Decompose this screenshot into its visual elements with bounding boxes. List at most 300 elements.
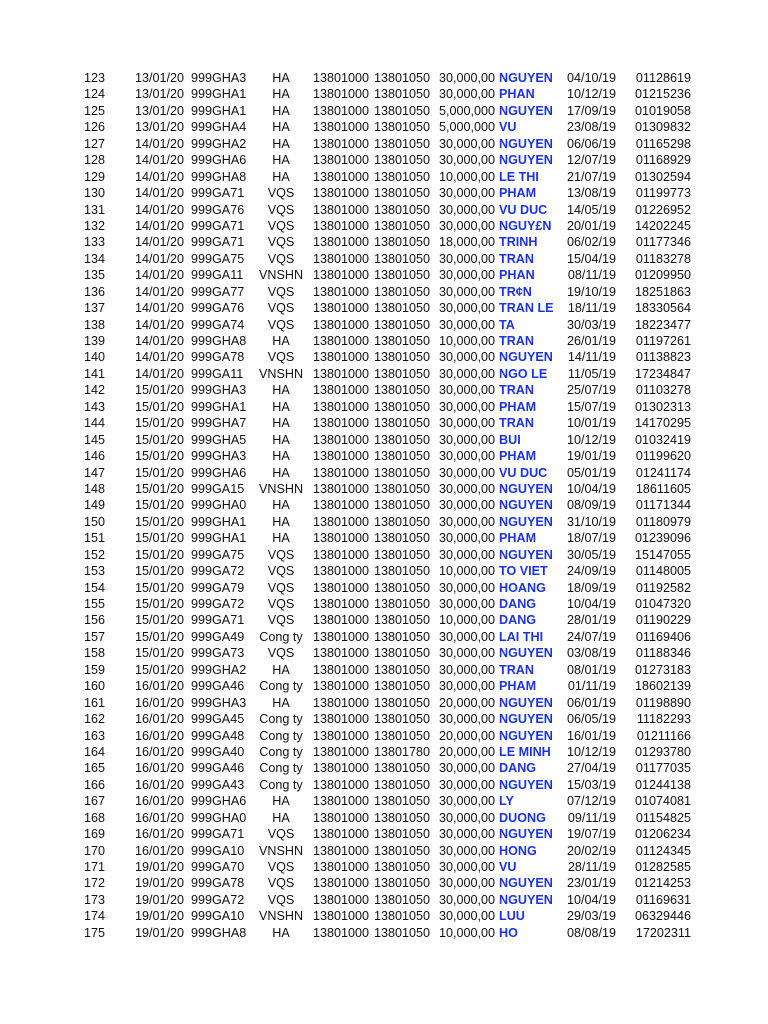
id-number-cell: 01124345 [635, 843, 691, 858]
account-from-cell: 13801000 [313, 416, 370, 431]
branch-type-cell: HA [272, 416, 290, 431]
account-from-cell: 13801000 [313, 169, 370, 184]
amount-cell: 20,000,00 [438, 728, 495, 743]
table-row [0, 86, 768, 102]
row-number-cell: 159 [83, 662, 105, 677]
account-to-cell: 13801050 [374, 613, 431, 628]
amount-cell: 30,000,00 [438, 777, 495, 792]
issue-date-cell: 20/01/19 [566, 218, 616, 233]
account-from-cell: 13801000 [313, 251, 370, 266]
account-to-cell: 13801050 [374, 810, 431, 825]
id-number-cell: 01309832 [634, 120, 691, 135]
table-row [0, 152, 768, 168]
customer-name-cell: DANG [499, 597, 537, 611]
account-from-cell: 13801000 [313, 449, 370, 464]
account-from-cell: 13801000 [313, 679, 370, 694]
table-row [0, 695, 768, 711]
amount-cell: 30,000,00 [438, 662, 495, 677]
row-number-cell: 125 [83, 103, 105, 118]
amount-cell: 30,000,00 [438, 465, 495, 480]
table-row [0, 678, 768, 694]
account-to-cell: 13801050 [374, 251, 431, 266]
amount-cell: 30,000,00 [438, 350, 495, 365]
customer-name-cell: NGUYEN [499, 514, 553, 529]
issue-date-cell: 08/01/19 [566, 662, 616, 677]
transaction-date-cell: 14/01/20 [134, 284, 184, 299]
row-number-cell: 174 [83, 909, 105, 924]
transaction-date-cell: 14/01/20 [134, 169, 184, 184]
customer-name-cell: LE THI [499, 169, 539, 184]
account-from-cell: 13801000 [313, 761, 370, 776]
customer-name-cell: TRAN [499, 416, 534, 431]
branch-type-cell: HA [272, 514, 290, 529]
customer-name-cell: VU [499, 860, 517, 874]
row-number-cell: 143 [83, 399, 105, 414]
branch-type-cell: VQS [267, 827, 295, 842]
issue-date-cell: 26/01/19 [566, 334, 616, 348]
id-number-cell: 01215236 [634, 87, 691, 102]
branch-type-cell: VQS [267, 301, 295, 316]
issue-date-cell: 06/01/19 [566, 695, 616, 710]
amount-cell: 30,000,00 [438, 827, 495, 842]
account-code-cell: 999GHA6 [191, 465, 247, 480]
row-number-cell: 136 [83, 284, 105, 299]
row-number-cell: 165 [83, 761, 105, 776]
branch-type-cell: HA [272, 136, 290, 151]
transaction-date-cell: 15/01/20 [134, 597, 184, 611]
account-to-cell: 13801050 [374, 909, 431, 924]
branch-type-cell: VQS [267, 564, 295, 579]
id-number-cell: 01244138 [634, 777, 691, 792]
row-number-cell: 131 [83, 202, 105, 217]
transaction-date-cell: 14/01/20 [134, 153, 184, 168]
branch-type-cell: HA [272, 153, 290, 168]
transaction-date-cell: 14/01/20 [134, 235, 184, 250]
account-code-cell: 999GA48 [191, 728, 245, 743]
table-row [0, 448, 768, 464]
amount-cell: 30,000,00 [438, 87, 495, 102]
issue-date-cell: 10/04/19 [566, 481, 616, 496]
account-from-cell: 13801000 [313, 580, 370, 595]
id-number-cell: 17234847 [634, 366, 691, 381]
branch-type-cell: HA [272, 925, 290, 940]
customer-name-cell: NGUYEN [499, 876, 553, 891]
id-number-cell: 01198890 [635, 695, 691, 710]
id-number-cell: 14170295 [634, 416, 691, 431]
transaction-date-cell: 14/01/20 [134, 301, 184, 316]
customer-name-cell: TO VIET [499, 564, 548, 579]
id-number-cell: 18251863 [634, 284, 691, 299]
id-number-cell: 01047320 [634, 597, 691, 611]
transaction-date-cell: 14/01/20 [134, 366, 184, 381]
amount-cell: 30,000,00 [438, 909, 495, 924]
account-to-cell: 13801050 [374, 794, 431, 809]
issue-date-cell: 14/05/19 [566, 202, 616, 217]
branch-type-cell: HA [272, 334, 290, 348]
account-to-cell: 13801050 [374, 580, 431, 595]
row-number-cell: 146 [83, 449, 105, 464]
account-to-cell: 13801050 [374, 366, 431, 381]
id-number-cell: 01171344 [635, 498, 691, 513]
transaction-date-cell: 15/01/20 [134, 531, 184, 546]
issue-date-cell: 08/11/19 [567, 268, 616, 283]
account-from-cell: 13801000 [313, 860, 370, 874]
account-code-cell: 999GA11 [191, 268, 244, 283]
amount-cell: 30,000,00 [438, 449, 495, 464]
issue-date-cell: 16/01/19 [566, 728, 616, 743]
id-number-cell: 01154825 [635, 810, 691, 825]
issue-date-cell: 10/04/19 [566, 892, 616, 907]
amount-cell: 10,000,00 [438, 564, 495, 579]
branch-type-cell: VQS [267, 235, 295, 250]
table-row [0, 711, 768, 727]
customer-name-cell: PHAN [499, 268, 535, 283]
issue-date-cell: 24/09/19 [566, 564, 616, 579]
amount-cell: 30,000,00 [438, 416, 495, 431]
table-row [0, 826, 768, 842]
branch-type-cell: Cong ty [259, 629, 303, 644]
branch-type-cell: VQS [267, 202, 295, 217]
branch-type-cell: HA [272, 169, 290, 184]
id-number-cell: 01282585 [634, 860, 691, 874]
branch-type-cell: Cong ty [259, 679, 303, 694]
account-code-cell: 999GA71 [191, 218, 245, 233]
id-number-cell: 01180979 [635, 514, 691, 529]
id-number-cell: 01128619 [635, 71, 691, 85]
issue-date-cell: 10/12/19 [566, 744, 616, 759]
customer-name-cell: LUU [499, 909, 525, 924]
account-code-cell: 999GHA2 [191, 662, 247, 677]
table-row [0, 218, 768, 234]
account-to-cell: 13801050 [374, 531, 431, 546]
table-row [0, 169, 768, 185]
account-from-cell: 13801000 [313, 662, 370, 677]
row-number-cell: 171 [83, 860, 105, 874]
id-number-cell: 01273183 [634, 662, 691, 677]
customer-name-cell: VU DUC [499, 465, 548, 480]
account-to-cell: 13801050 [374, 153, 431, 168]
transaction-date-cell: 15/01/20 [134, 646, 184, 661]
account-to-cell: 13801050 [374, 432, 431, 447]
account-code-cell: 999GHA8 [191, 925, 247, 940]
customer-name-cell: NGUY£N [499, 218, 552, 233]
branch-type-cell: Cong ty [259, 777, 303, 792]
amount-cell: 30,000,00 [438, 71, 495, 85]
id-number-cell: 01074081 [634, 794, 691, 809]
branch-type-cell: HA [272, 449, 290, 464]
branch-type-cell: VNSHN [258, 481, 304, 496]
row-number-cell: 135 [83, 268, 105, 283]
account-from-cell: 13801000 [313, 892, 370, 907]
amount-cell: 30,000,00 [438, 712, 495, 727]
amount-cell: 10,000,00 [438, 334, 495, 348]
amount-cell: 30,000,00 [438, 186, 495, 201]
issue-date-cell: 18/11/19 [567, 301, 616, 316]
account-code-cell: 999GHA6 [191, 794, 247, 809]
account-to-cell: 13801050 [374, 695, 431, 710]
table-row [0, 777, 768, 793]
branch-type-cell: HA [272, 103, 290, 118]
table-row [0, 645, 768, 661]
amount-cell: 5,000,000 [438, 120, 495, 135]
account-to-cell: 13801050 [374, 120, 431, 135]
amount-cell: 30,000,00 [438, 202, 495, 217]
row-number-cell: 149 [83, 498, 105, 513]
customer-name-cell: LAI THI [499, 629, 544, 644]
account-code-cell: 999GA78 [191, 876, 245, 891]
table-row [0, 366, 768, 382]
amount-cell: 30,000,00 [438, 218, 495, 233]
account-to-cell: 13801050 [374, 268, 431, 283]
account-code-cell: 999GHA3 [191, 449, 247, 464]
issue-date-cell: 03/08/19 [566, 646, 616, 661]
account-to-cell: 13801050 [374, 547, 431, 562]
account-to-cell: 13801050 [374, 761, 431, 776]
transaction-date-cell: 15/01/20 [134, 514, 184, 529]
amount-cell: 30,000,00 [438, 432, 495, 447]
table-row [0, 810, 768, 826]
customer-name-cell: PHAM [499, 399, 537, 414]
issue-date-cell: 28/11/19 [567, 860, 616, 874]
account-code-cell: 999GHA0 [191, 810, 247, 825]
table-row [0, 333, 768, 349]
id-number-cell: 18611605 [635, 481, 691, 496]
branch-type-cell: HA [272, 465, 290, 480]
id-number-cell: 01302594 [634, 169, 691, 184]
account-to-cell: 13801050 [374, 136, 431, 151]
customer-name-cell: TRAN LE [499, 301, 554, 316]
account-code-cell: 999GA75 [191, 547, 245, 562]
table-row [0, 103, 768, 119]
amount-cell: 30,000,00 [438, 629, 495, 644]
id-number-cell: 01103278 [635, 383, 691, 398]
table-row [0, 580, 768, 596]
row-number-cell: 148 [83, 481, 105, 496]
account-from-cell: 13801000 [313, 613, 370, 628]
account-from-cell: 13801000 [313, 301, 370, 316]
issue-date-cell: 06/05/19 [566, 712, 616, 727]
account-from-cell: 13801000 [313, 235, 370, 250]
row-number-cell: 144 [83, 416, 105, 431]
transaction-date-cell: 14/01/20 [134, 350, 184, 365]
transaction-date-cell: 15/01/20 [134, 564, 184, 579]
account-from-cell: 13801000 [313, 514, 370, 529]
account-from-cell: 13801000 [313, 71, 370, 85]
id-number-cell: 01239096 [634, 531, 691, 546]
account-to-cell: 13801050 [374, 449, 431, 464]
issue-date-cell: 20/02/19 [566, 843, 616, 858]
account-code-cell: 999GA76 [191, 202, 245, 217]
branch-type-cell: HA [272, 120, 290, 135]
id-number-cell: 01169631 [635, 892, 691, 907]
issue-date-cell: 15/04/19 [566, 251, 616, 266]
transaction-date-cell: 14/01/20 [134, 268, 184, 283]
row-number-cell: 161 [83, 695, 105, 710]
issue-date-cell: 14/11/19 [567, 350, 616, 365]
account-code-cell: 999GHA0 [191, 498, 247, 513]
issue-date-cell: 08/09/19 [566, 498, 616, 513]
amount-cell: 30,000,00 [438, 646, 495, 661]
amount-cell: 30,000,00 [438, 383, 495, 398]
account-code-cell: 999GA71 [191, 235, 245, 250]
row-number-cell: 147 [83, 465, 105, 480]
table-row [0, 908, 768, 924]
transaction-date-cell: 14/01/20 [134, 251, 184, 266]
branch-type-cell: VQS [267, 646, 295, 661]
account-to-cell: 13801050 [374, 564, 431, 579]
table-row [0, 317, 768, 333]
issue-date-cell: 30/05/19 [566, 547, 616, 562]
transaction-date-cell: 15/01/20 [134, 613, 184, 628]
amount-cell: 30,000,00 [438, 597, 495, 611]
account-to-cell: 13801050 [374, 350, 431, 365]
table-row [0, 629, 768, 645]
account-code-cell: 999GA46 [191, 679, 245, 694]
table-row [0, 251, 768, 267]
id-number-cell: 01169406 [635, 629, 691, 644]
issue-date-cell: 27/04/19 [566, 761, 616, 776]
customer-name-cell: NGUYEN [499, 712, 553, 727]
issue-date-cell: 05/01/19 [566, 465, 616, 480]
account-from-cell: 13801000 [313, 465, 370, 480]
customer-name-cell: NGO LE [499, 366, 548, 381]
account-from-cell: 13801000 [313, 876, 370, 891]
customer-name-cell: TRAN [499, 383, 534, 398]
account-to-cell: 13801050 [374, 662, 431, 677]
account-code-cell: 999GA72 [191, 597, 245, 611]
account-to-cell: 13801050 [374, 301, 431, 316]
id-number-cell: 01183278 [635, 251, 691, 266]
amount-cell: 30,000,00 [438, 498, 495, 513]
row-number-cell: 128 [83, 153, 105, 168]
row-number-cell: 158 [83, 646, 105, 661]
table-row [0, 481, 768, 497]
transaction-date-cell: 15/01/20 [134, 547, 184, 562]
row-number-cell: 127 [83, 136, 105, 151]
transaction-date-cell: 13/01/20 [134, 71, 184, 85]
transaction-date-cell: 16/01/20 [134, 810, 184, 825]
issue-date-cell: 17/09/19 [566, 103, 616, 118]
amount-cell: 30,000,00 [438, 301, 495, 316]
id-number-cell: 06329446 [634, 909, 691, 924]
amount-cell: 30,000,00 [438, 892, 495, 907]
transaction-date-cell: 19/01/20 [134, 925, 184, 940]
row-number-cell: 175 [83, 925, 105, 940]
account-from-cell: 13801000 [313, 794, 370, 809]
id-number-cell: 01165298 [635, 136, 691, 151]
id-number-cell: 01190229 [635, 613, 691, 628]
amount-cell: 10,000,00 [438, 925, 495, 940]
issue-date-cell: 06/02/19 [566, 235, 616, 250]
account-from-cell: 13801000 [313, 597, 370, 611]
table-row [0, 185, 768, 201]
branch-type-cell: HA [272, 383, 290, 398]
issue-date-cell: 19/10/19 [566, 284, 616, 299]
issue-date-cell: 07/12/19 [566, 794, 616, 809]
account-code-cell: 999GA71 [191, 613, 245, 628]
account-code-cell: 999GA72 [191, 564, 245, 579]
transaction-date-cell: 13/01/20 [134, 103, 184, 118]
issue-date-cell: 18/07/19 [566, 531, 616, 546]
account-from-cell: 13801000 [313, 432, 370, 447]
customer-name-cell: HOANG [499, 580, 546, 595]
table-row [0, 432, 768, 448]
transaction-date-cell: 14/01/20 [134, 218, 184, 233]
transaction-date-cell: 15/01/20 [134, 432, 184, 447]
customer-name-cell: NGUYEN [499, 153, 553, 168]
account-code-cell: 999GHA1 [191, 87, 247, 102]
id-number-cell: 01214253 [634, 876, 691, 891]
customer-name-cell: PHAM [499, 449, 537, 464]
amount-cell: 30,000,00 [438, 399, 495, 414]
issue-date-cell: 21/07/19 [566, 169, 616, 184]
row-number-cell: 137 [83, 301, 105, 316]
table-row [0, 300, 768, 316]
issue-date-cell: 31/10/19 [566, 514, 616, 529]
id-number-cell: 01226952 [634, 202, 691, 217]
transaction-date-cell: 16/01/20 [134, 843, 184, 858]
row-number-cell: 155 [83, 597, 105, 611]
customer-name-cell: NGUYEN [499, 728, 553, 743]
row-number-cell: 133 [83, 235, 105, 250]
account-from-cell: 13801000 [313, 498, 370, 513]
account-from-cell: 13801000 [313, 531, 370, 546]
account-to-cell: 13801050 [374, 892, 431, 907]
row-number-cell: 157 [83, 629, 105, 644]
branch-type-cell: VQS [267, 860, 295, 874]
account-from-cell: 13801000 [313, 366, 370, 381]
account-from-cell: 13801000 [313, 777, 370, 792]
account-from-cell: 13801000 [313, 547, 370, 562]
row-number-cell: 154 [83, 580, 105, 595]
customer-name-cell: NGUYEN [499, 547, 553, 562]
customer-name-cell: TRINH [499, 235, 538, 250]
transaction-date-cell: 16/01/20 [134, 794, 184, 809]
account-code-cell: 999GHA3 [191, 71, 247, 85]
id-number-cell: 01168929 [635, 153, 691, 168]
customer-name-cell: NGUYEN [499, 481, 553, 496]
table-row [0, 136, 768, 152]
customer-name-cell: NGUYEN [499, 136, 553, 151]
customer-name-cell: VU [499, 120, 517, 135]
id-number-cell: 01138823 [635, 350, 691, 365]
customer-name-cell: BUI [499, 432, 521, 447]
transaction-date-cell: 15/01/20 [134, 662, 184, 677]
transaction-date-cell: 16/01/20 [134, 728, 184, 743]
amount-cell: 30,000,00 [438, 547, 495, 562]
account-to-cell: 13801050 [374, 334, 431, 348]
account-to-cell: 13801050 [374, 843, 431, 858]
row-number-cell: 172 [83, 876, 105, 891]
table-row [0, 399, 768, 415]
issue-date-cell: 19/07/19 [566, 827, 616, 842]
table-row [0, 497, 768, 513]
transaction-date-cell: 16/01/20 [134, 744, 184, 759]
transaction-date-cell: 19/01/20 [134, 876, 184, 891]
customer-name-cell: LE MINH [499, 744, 551, 759]
id-number-cell: 01019058 [634, 103, 691, 118]
account-from-cell: 13801000 [313, 202, 370, 217]
branch-type-cell: VQS [267, 186, 295, 201]
table-row [0, 875, 768, 891]
account-to-cell: 13801050 [374, 827, 431, 842]
account-from-cell: 13801000 [313, 136, 370, 151]
table-row [0, 349, 768, 365]
account-code-cell: 999GHA2 [191, 136, 247, 151]
table-row [0, 728, 768, 744]
account-to-cell: 13801050 [374, 712, 431, 727]
issue-date-cell: 19/01/19 [566, 449, 616, 464]
